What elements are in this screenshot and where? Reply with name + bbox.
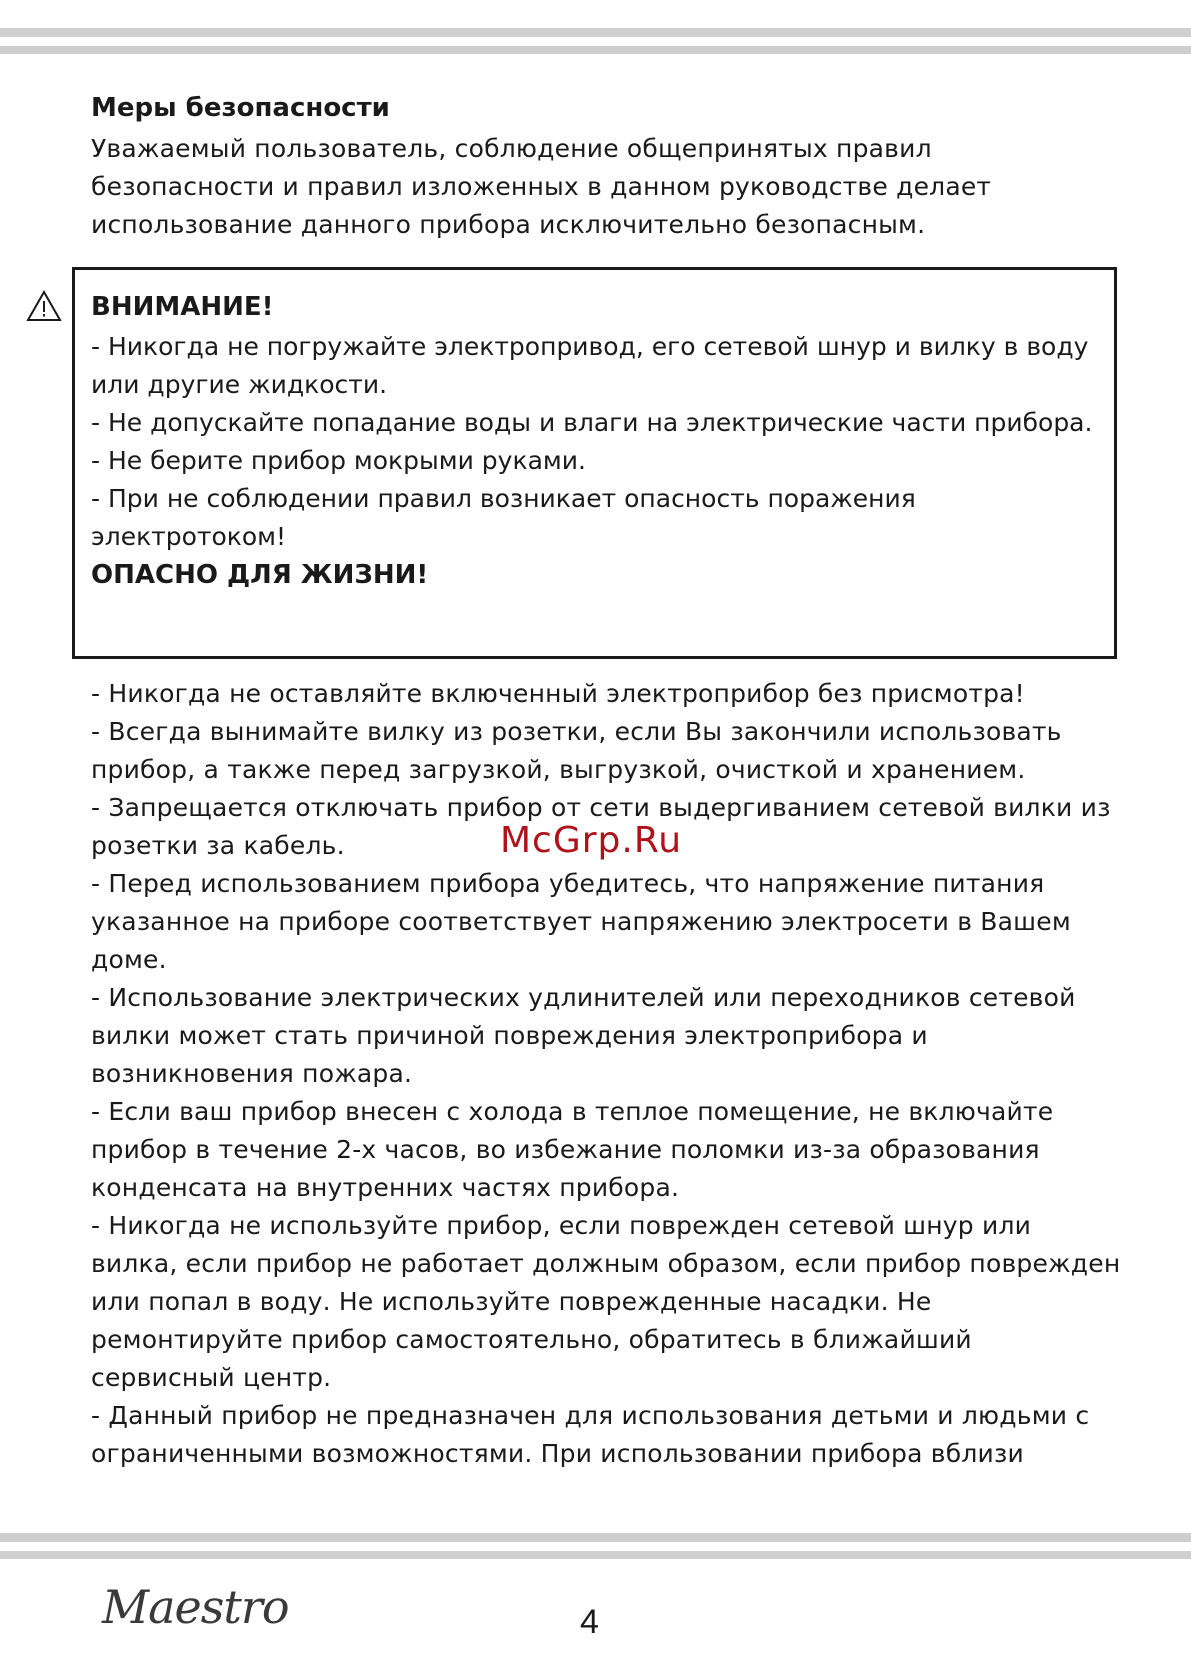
warning-item: - Никогда не погружайте электропривод, его сетевой шнур и вилку в воду или другие жидкости. <box>91 332 1089 399</box>
rule-item: - Никогда не используйте прибор, если поврежден сетевой шнур или вилка, если прибор не работает должным образом, если прибор поврежден или попал в воду. Не используйте поврежденные насадки. Не ремонтируйте прибор самостоятельно, обратитесь в ближайший сервисный центр. <box>91 1211 1121 1392</box>
watermark-text: McGrp.Ru <box>500 820 683 861</box>
page-title: Меры безопасности <box>91 93 390 123</box>
warning-triangle-icon <box>26 290 62 322</box>
brand-logo: Maestro <box>102 1580 289 1634</box>
page-number: 4 <box>580 1603 599 1641</box>
rule-item: - Перед использованием прибора убедитесь, что напряжение питания указанное на приборе соответствует напряжению электросети в Вашем доме. <box>91 869 1071 974</box>
rule-item: - Если ваш прибор внесен с холода в теплое помещение, не включайте прибор в течение 2-х часов, во избежание поломки из-за образования конденсата на внутренних частях прибора. <box>91 1097 1054 1202</box>
bottom-stripe-1 <box>0 1533 1191 1542</box>
intro-paragraph: Уважаемый пользователь, соблюдение общепринятых правил безопасности и правил изложенных в данном руководстве делает использование данного прибора исключительно безопасным. <box>91 134 992 239</box>
safety-rules-list <box>91 675 1121 1473</box>
warning-item: - Не берите прибор мокрыми руками. <box>91 446 586 475</box>
bottom-stripe-2 <box>0 1551 1191 1559</box>
warning-item: - Не допускайте попадание воды и влаги на электрические части прибора. <box>91 408 1093 437</box>
top-stripe-2 <box>0 46 1191 54</box>
rule-item: - Никогда не оставляйте включенный электроприбор без присмотра! <box>91 679 1025 708</box>
warning-box <box>72 267 1117 659</box>
rule-item: - Использование электрических удлинителей или переходников сетевой вилки может стать причиной повреждения электроприбора и возникновения пожара. <box>91 983 1076 1088</box>
rule-item: - Данный прибор не предназначен для использования детьми и людьми с ограниченными возможностями. При использовании прибора вблизи <box>91 1401 1090 1468</box>
warning-content <box>91 288 1101 594</box>
top-stripe-1 <box>0 28 1191 37</box>
warning-danger-label: ОПАСНО ДЛЯ ЖИЗНИ! <box>91 560 429 590</box>
warning-title: ВНИМАНИЕ! <box>91 292 274 322</box>
warning-item: - При не соблюдении правил возникает опасность поражения электротоком! <box>91 484 916 551</box>
rule-item: - Всегда вынимайте вилку из розетки, если Вы закончили использовать прибор, а также перед загрузкой, выгрузкой, очисткой и хранением. <box>91 717 1062 784</box>
rule-item: - Запрещается отключать прибор от сети выдергиванием сетевой вилки из розетки за кабель. <box>91 793 1111 860</box>
